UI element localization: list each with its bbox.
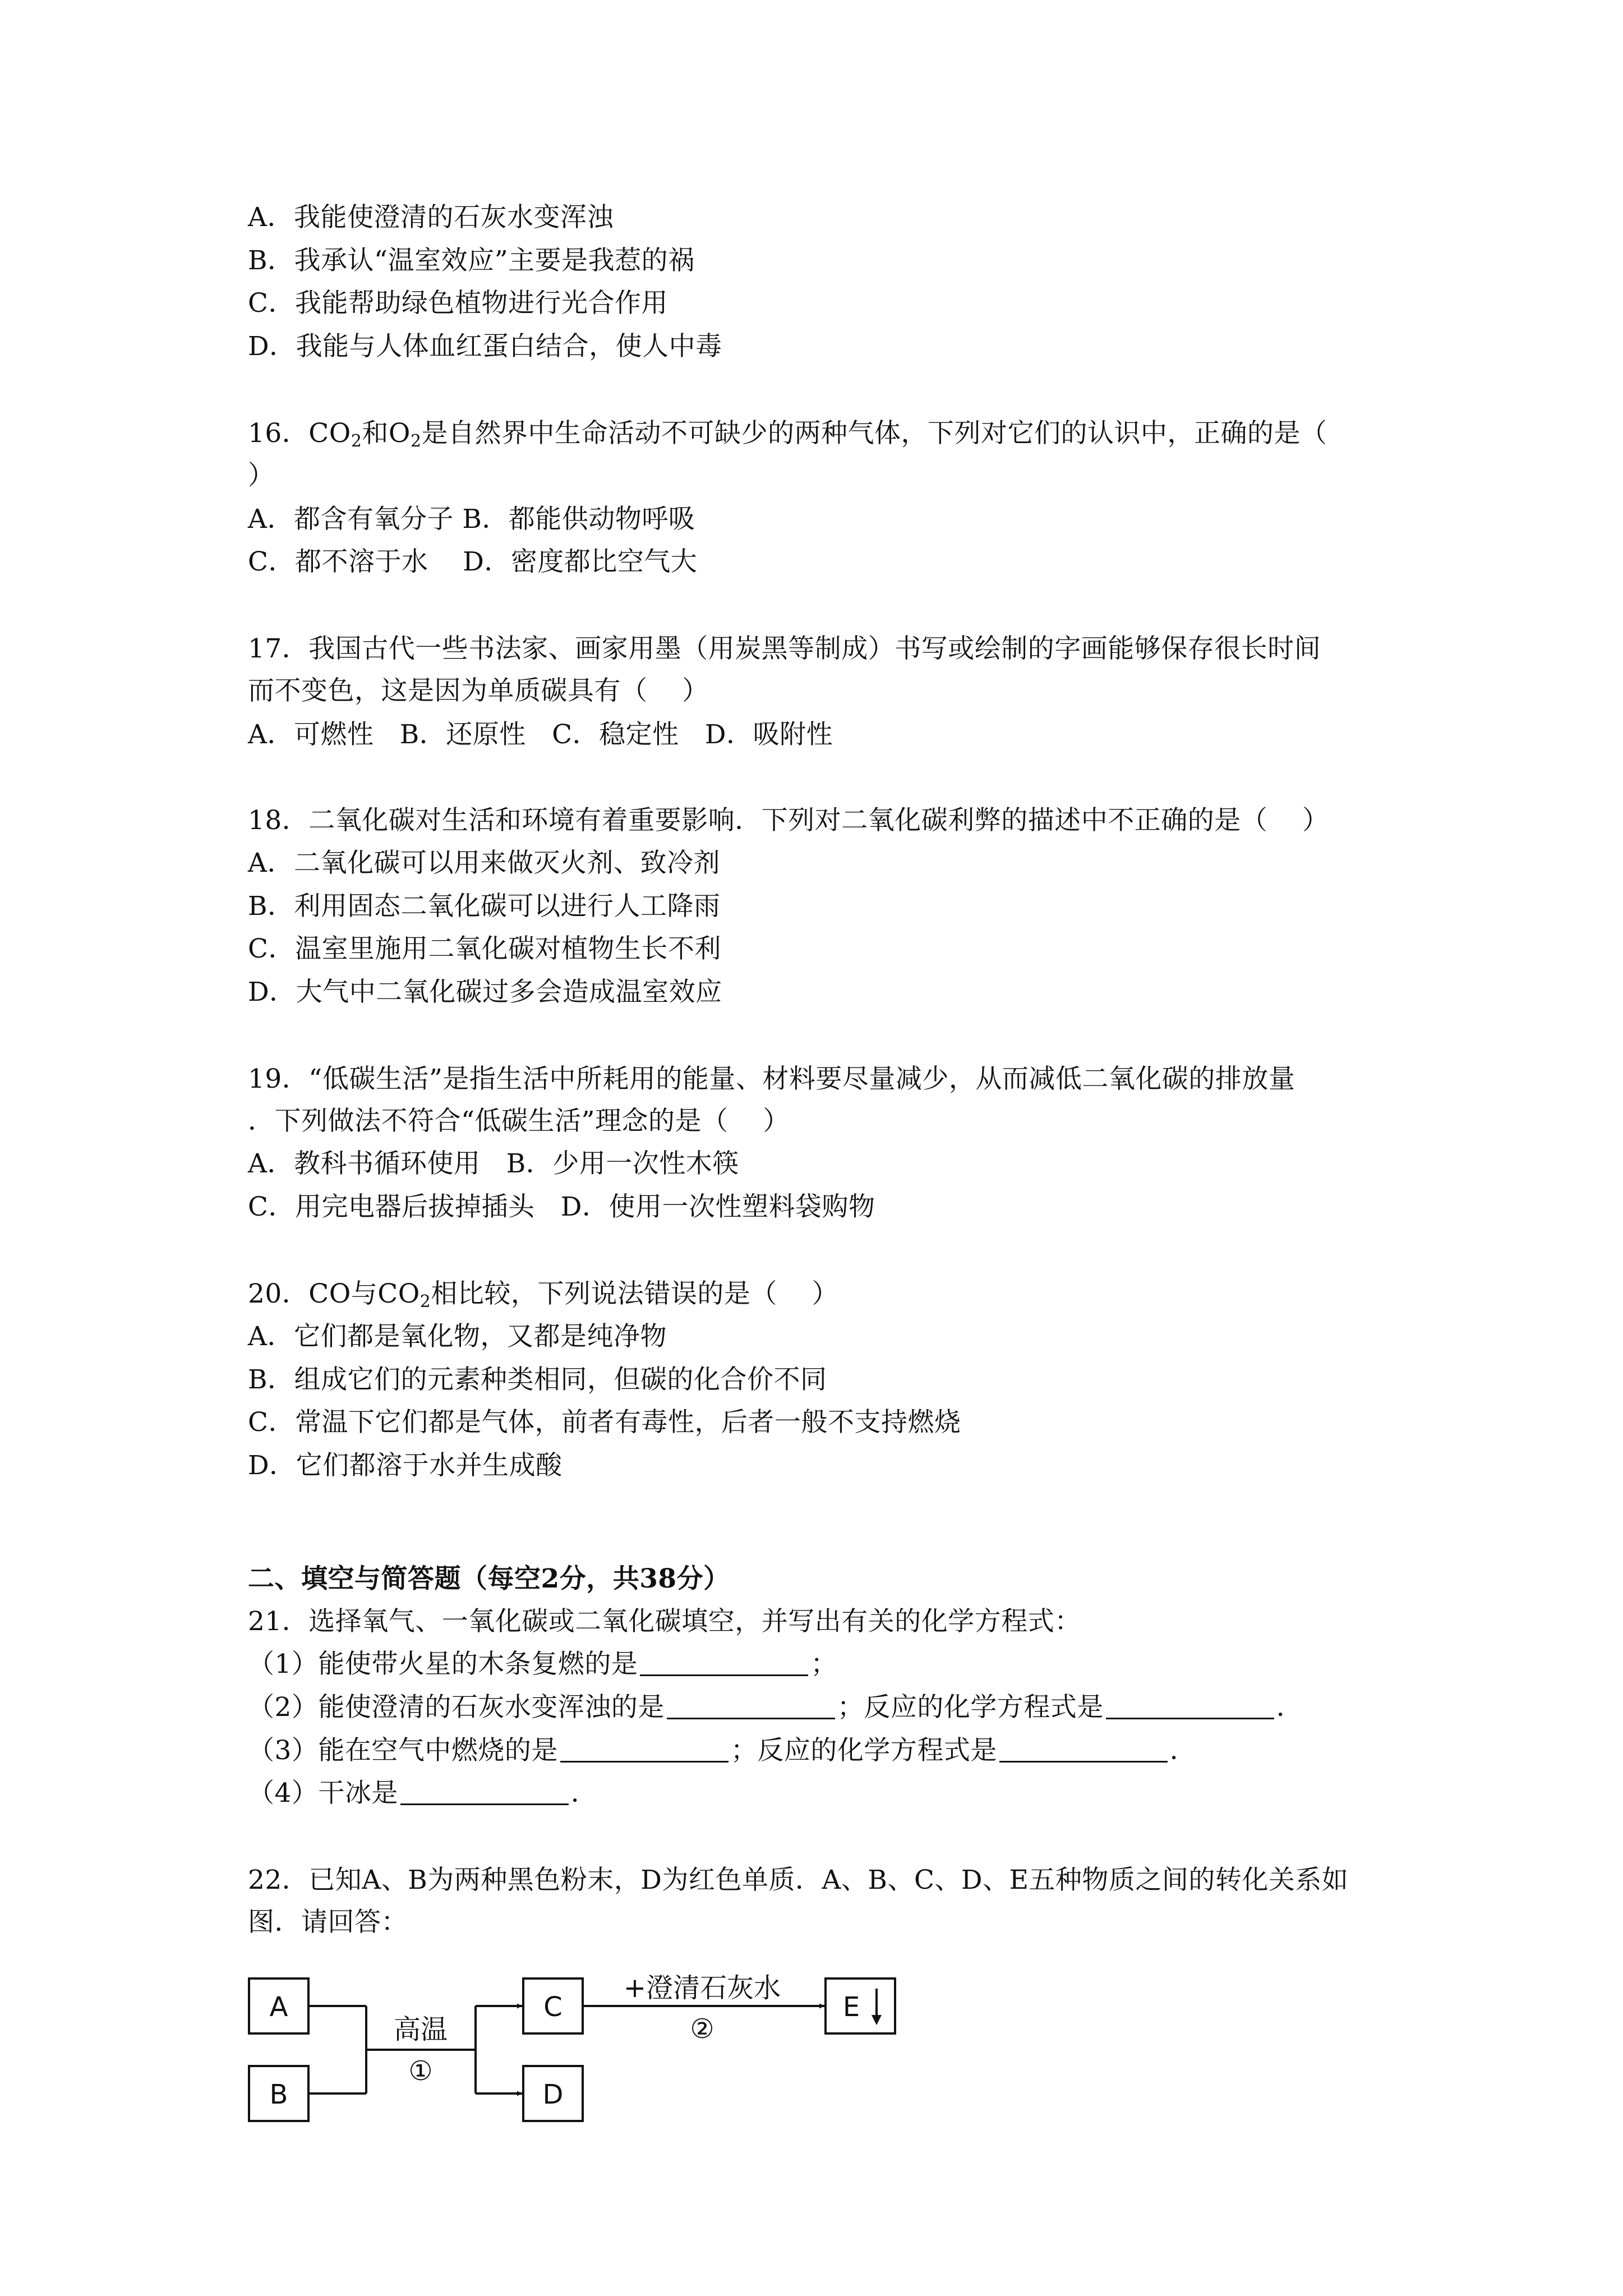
box-c-label: C xyxy=(543,1991,562,2023)
q18-option-c: C．温室里施用二氧化碳对植物生长不利 xyxy=(248,933,721,964)
q21-stem: 21．选择氧气、一氧化碳或二氧化碳填空，并写出有关的化学方程式： xyxy=(248,1606,1081,1637)
section2-heading: 二、填空与简答题（每空2分，共38分） xyxy=(248,1563,730,1594)
q15-option-d: D．我能与人体血红蛋白结合，使人中毒 xyxy=(248,331,722,362)
q19-options-ab: A．教科书循环使用 B．少用一次性木筷 xyxy=(248,1148,739,1179)
q21-part1: （1）能使带火星的木条复燃的是 ； xyxy=(248,1649,837,1680)
precipitate-arrow-icon xyxy=(872,1989,882,2025)
q19-stem-line2: ．下列做法不符合“低碳生活”理念的是（ ） xyxy=(248,1106,790,1137)
q16-options-ab: A．都含有氧分子 B．都能供动物呼吸 xyxy=(248,504,695,535)
q21-part4: （4）干冰是 ． xyxy=(248,1778,598,1809)
q15-option-c: C．我能帮助绿色植物进行光合作用 xyxy=(248,288,668,319)
box-d-label: D xyxy=(542,2079,564,2110)
q21-blank-6[interactable] xyxy=(400,1779,569,1805)
q17-stem-line1: 17．我国古代一些书法家、画家用墨（用炭黑等制成）书写或绘制的字画能够保存很长时间 xyxy=(248,633,1321,664)
q18-option-b: B．利用固态二氧化碳可以进行人工降雨 xyxy=(248,891,721,922)
q20-stem: 20．CO与$CO_2$相比较，下列说法错误的是（ ） xyxy=(248,1278,839,1312)
q15-option-a: A．我能使澄清的石灰水变浑浊 xyxy=(248,202,614,233)
q18-option-a: A．二氧化碳可以用来做灭火剂、致冷剂 xyxy=(248,848,720,878)
reaction-diagram xyxy=(241,1963,937,2137)
q17-options: A．可燃性 B．还原性 C．稳定性 D．吸附性 xyxy=(248,719,833,750)
q21-blank-3[interactable] xyxy=(1106,1693,1274,1719)
q19-stem-line1: 19．“低碳生活”是指生活中所耗用的能量、材料要尽量减少，从而减低二氧化碳的排放量 xyxy=(248,1064,1295,1094)
q16-stem-close: ） xyxy=(248,460,275,491)
q22-stem-line2: 图．请回答： xyxy=(248,1907,408,1938)
q22-stem-line1: 22．已知A、B为两种黑色粉末，D为红色单质．A、B、C、D、E五种物质之间的转化关系如 xyxy=(248,1865,1349,1895)
arrow2-reagent: +澄清石灰水 xyxy=(623,1972,781,2004)
q15-option-b: B．我承认“温室效应”主要是我惹的祸 xyxy=(248,245,695,276)
q20-option-c: C．常温下它们都是气体，前者有毒性，后者一般不支持燃烧 xyxy=(248,1407,961,1438)
arrow1-number: ① xyxy=(408,2055,433,2087)
box-a-label: A xyxy=(269,1991,288,2023)
q20-option-d: D．它们都溶于水并生成酸 xyxy=(248,1450,562,1481)
q20-option-b: B．组成它们的元素种类相同，但碳的化合价不同 xyxy=(248,1364,827,1395)
box-e xyxy=(826,1978,895,2033)
box-b-label: B xyxy=(269,2079,288,2110)
arrow2-number: ② xyxy=(690,2013,714,2045)
q21-blank-5[interactable] xyxy=(999,1736,1168,1763)
q16-stem: 16．$CO_2$和$O_2$是自然界中生命活动不可缺少的两种气体，下列对它们的认识中，正确的是（ xyxy=(248,418,1327,451)
arrow1-condition: 高温 xyxy=(393,2014,448,2045)
q21-blank-1[interactable] xyxy=(640,1650,808,1676)
q18-stem: 18．二氧化碳对生活和环境有着重要影响．下列对二氧化碳利弊的描述中不正确的是（ ） xyxy=(248,805,1329,836)
q16-options-cd: C．都不溶于水 D．密度都比空气大 xyxy=(248,546,698,577)
q17-stem-line2: 而不变色，这是因为单质碳具有（ ） xyxy=(248,675,709,706)
q21-part3: （3）能在空气中燃烧的是 ；反应的化学方程式是 ． xyxy=(248,1735,1197,1766)
q21-blank-2[interactable] xyxy=(667,1693,835,1719)
q20-option-a: A．它们都是氧化物，又都是纯净物 xyxy=(248,1321,667,1352)
q19-options-cd: C．用完电器后拔掉插头 D．使用一次性塑料袋购物 xyxy=(248,1191,875,1222)
q21-part2: （2）能使澄清的石灰水变浑浊的是 ；反应的化学方程式是 ． xyxy=(248,1692,1303,1723)
box-e-label: E xyxy=(842,1991,860,2023)
q21-blank-4[interactable] xyxy=(560,1736,728,1763)
q18-option-d: D．大气中二氧化碳过多会造成温室效应 xyxy=(248,977,722,1007)
